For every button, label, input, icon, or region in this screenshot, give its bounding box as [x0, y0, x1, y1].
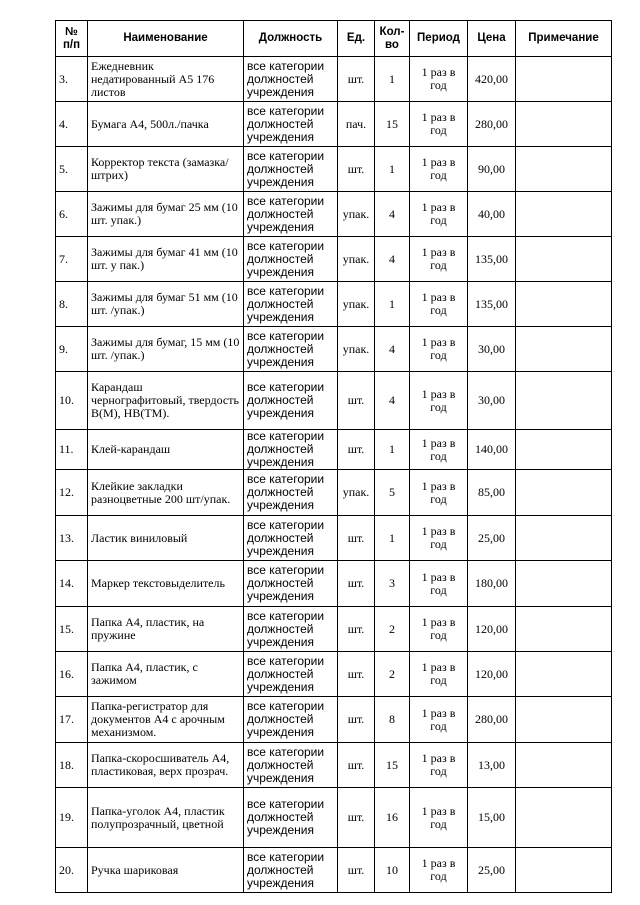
item-note [516, 652, 612, 697]
item-period: 1 раз в год [410, 327, 468, 372]
item-note [516, 516, 612, 561]
table-row [56, 561, 612, 607]
item-unit: шт. [338, 848, 375, 893]
item-position: все категории должностей учреждения [244, 372, 338, 430]
item-unit: шт. [338, 743, 375, 788]
stationery-table [55, 20, 612, 893]
item-position: все категории должностей учреждения [244, 788, 338, 848]
header-name: Наименование [88, 21, 244, 57]
item-name: Ручка шариковая [88, 848, 244, 893]
item-note [516, 327, 612, 372]
item-price: 13,00 [468, 743, 516, 788]
row-number: 6. [56, 192, 88, 237]
item-unit: упак. [338, 327, 375, 372]
item-name: Папка-уголок А4, пластик полупрозрачный, цветной [88, 788, 244, 848]
table-row [56, 192, 612, 237]
table-row [56, 848, 612, 893]
row-number: 14. [56, 561, 88, 607]
item-name: Зажимы для бумаг 25 мм (10 шт. упак.) [88, 192, 244, 237]
item-note [516, 372, 612, 430]
item-position: все категории должностей учреждения [244, 237, 338, 282]
item-unit: шт. [338, 788, 375, 848]
header-quantity: Кол- во [375, 21, 410, 57]
item-unit: шт. [338, 652, 375, 697]
item-note [516, 57, 612, 102]
header-position: Должность [244, 21, 338, 57]
item-price: 30,00 [468, 372, 516, 430]
item-price: 135,00 [468, 282, 516, 327]
item-price: 25,00 [468, 848, 516, 893]
item-period: 1 раз в год [410, 788, 468, 848]
item-price: 15,00 [468, 788, 516, 848]
item-quantity: 4 [375, 192, 410, 237]
item-period: 1 раз в год [410, 607, 468, 652]
item-note [516, 147, 612, 192]
table-row [56, 147, 612, 192]
row-number: 7. [56, 237, 88, 282]
item-unit: шт. [338, 516, 375, 561]
item-period: 1 раз в год [410, 743, 468, 788]
item-position: все категории должностей учреждения [244, 561, 338, 607]
table-row [56, 282, 612, 327]
item-period: 1 раз в год [410, 697, 468, 743]
item-unit: упак. [338, 237, 375, 282]
table-row [56, 788, 612, 848]
row-number: 5. [56, 147, 88, 192]
item-name: Клей-карандаш [88, 430, 244, 470]
header-number: № п/п [56, 21, 88, 57]
item-quantity: 4 [375, 327, 410, 372]
item-price: 40,00 [468, 192, 516, 237]
item-name: Папка А4, пластик, на пружине [88, 607, 244, 652]
header-price: Цена [468, 21, 516, 57]
item-note [516, 743, 612, 788]
row-number: 20. [56, 848, 88, 893]
table-row [56, 327, 612, 372]
item-unit: шт. [338, 561, 375, 607]
item-quantity: 1 [375, 57, 410, 102]
item-period: 1 раз в год [410, 237, 468, 282]
table-row [56, 607, 612, 652]
table-row [56, 516, 612, 561]
item-note [516, 430, 612, 470]
item-quantity: 5 [375, 470, 410, 516]
item-position: все категории должностей учреждения [244, 192, 338, 237]
item-name: Маркер текстовыделитель [88, 561, 244, 607]
item-note [516, 102, 612, 147]
row-number: 12. [56, 470, 88, 516]
item-quantity: 4 [375, 237, 410, 282]
item-name: Зажимы для бумаг 51 мм (10 шт. /упак.) [88, 282, 244, 327]
item-unit: шт. [338, 697, 375, 743]
item-period: 1 раз в год [410, 102, 468, 147]
item-unit: пач. [338, 102, 375, 147]
item-name: Папка А4, пластик, с зажимом [88, 652, 244, 697]
row-number: 16. [56, 652, 88, 697]
item-position: все категории должностей учреждения [244, 470, 338, 516]
item-period: 1 раз в год [410, 652, 468, 697]
item-price: 280,00 [468, 102, 516, 147]
item-unit: упак. [338, 282, 375, 327]
item-note [516, 788, 612, 848]
item-quantity: 15 [375, 102, 410, 147]
item-quantity: 16 [375, 788, 410, 848]
item-name: Папка-регистратор для документов А4 с арочным механизмом. [88, 697, 244, 743]
row-number: 13. [56, 516, 88, 561]
item-name: Бумага А4, 500л./пачка [88, 102, 244, 147]
item-price: 180,00 [468, 561, 516, 607]
item-quantity: 4 [375, 372, 410, 430]
item-position: все категории должностей учреждения [244, 607, 338, 652]
item-quantity: 1 [375, 282, 410, 327]
item-note [516, 697, 612, 743]
table-row [56, 470, 612, 516]
header-unit: Ед. [338, 21, 375, 57]
header-note: Примечание [516, 21, 612, 57]
item-price: 420,00 [468, 57, 516, 102]
item-period: 1 раз в год [410, 516, 468, 561]
row-number: 4. [56, 102, 88, 147]
item-price: 280,00 [468, 697, 516, 743]
item-period: 1 раз в год [410, 282, 468, 327]
item-period: 1 раз в год [410, 430, 468, 470]
item-name: Ластик виниловый [88, 516, 244, 561]
item-position: все категории должностей учреждения [244, 516, 338, 561]
item-quantity: 8 [375, 697, 410, 743]
table-row [56, 430, 612, 470]
item-note [516, 282, 612, 327]
item-position: все категории должностей учреждения [244, 652, 338, 697]
table-body [56, 57, 612, 893]
row-number: 9. [56, 327, 88, 372]
item-quantity: 1 [375, 147, 410, 192]
item-quantity: 2 [375, 607, 410, 652]
row-number: 18. [56, 743, 88, 788]
item-period: 1 раз в год [410, 561, 468, 607]
item-position: все категории должностей учреждения [244, 57, 338, 102]
table-row [56, 743, 612, 788]
item-unit: упак. [338, 470, 375, 516]
item-position: все категории должностей учреждения [244, 848, 338, 893]
item-price: 90,00 [468, 147, 516, 192]
item-unit: шт. [338, 147, 375, 192]
item-position: все категории должностей учреждения [244, 282, 338, 327]
header-period: Период [410, 21, 468, 57]
item-note [516, 470, 612, 516]
item-price: 140,00 [468, 430, 516, 470]
table-row [56, 57, 612, 102]
item-period: 1 раз в год [410, 372, 468, 430]
item-unit: шт. [338, 430, 375, 470]
item-unit: упак. [338, 192, 375, 237]
item-note [516, 848, 612, 893]
item-name: Корректор текста (замазка/штрих) [88, 147, 244, 192]
table-row [56, 237, 612, 282]
row-number: 17. [56, 697, 88, 743]
item-position: все категории должностей учреждения [244, 147, 338, 192]
table-header [56, 21, 612, 57]
row-number: 8. [56, 282, 88, 327]
item-period: 1 раз в год [410, 147, 468, 192]
item-name: Зажимы для бумаг, 15 мм (10 шт. /упак.) [88, 327, 244, 372]
item-unit: шт. [338, 372, 375, 430]
item-price: 85,00 [468, 470, 516, 516]
row-number: 11. [56, 430, 88, 470]
item-position: все категории должностей учреждения [244, 102, 338, 147]
table-row [56, 652, 612, 697]
item-name: Карандаш чернографитовый, твердость B(M), HB(TM). [88, 372, 244, 430]
item-unit: шт. [338, 57, 375, 102]
row-number: 3. [56, 57, 88, 102]
header-row [56, 21, 612, 57]
row-number: 10. [56, 372, 88, 430]
item-name: Ежедневник недатированный А5 176 листов [88, 57, 244, 102]
item-position: все категории должностей учреждения [244, 697, 338, 743]
item-price: 120,00 [468, 652, 516, 697]
table-row [56, 372, 612, 430]
item-unit: шт. [338, 607, 375, 652]
row-number: 15. [56, 607, 88, 652]
item-name: Клейкие закладки разноцветные 200 шт/упак. [88, 470, 244, 516]
item-position: все категории должностей учреждения [244, 430, 338, 470]
item-note [516, 607, 612, 652]
item-period: 1 раз в год [410, 848, 468, 893]
item-note [516, 237, 612, 282]
row-number: 19. [56, 788, 88, 848]
item-quantity: 2 [375, 652, 410, 697]
item-name: Зажимы для бумаг 41 мм (10 шт. у пак.) [88, 237, 244, 282]
item-period: 1 раз в год [410, 192, 468, 237]
item-period: 1 раз в год [410, 470, 468, 516]
table-row [56, 102, 612, 147]
item-price: 25,00 [468, 516, 516, 561]
item-quantity: 10 [375, 848, 410, 893]
item-quantity: 15 [375, 743, 410, 788]
item-note [516, 561, 612, 607]
table-row [56, 697, 612, 743]
item-period: 1 раз в год [410, 57, 468, 102]
item-price: 120,00 [468, 607, 516, 652]
item-price: 30,00 [468, 327, 516, 372]
item-quantity: 1 [375, 430, 410, 470]
item-name: Папка-скоросшиватель А4, пластиковая, верх прозрач. [88, 743, 244, 788]
item-position: все категории должностей учреждения [244, 743, 338, 788]
item-position: все категории должностей учреждения [244, 327, 338, 372]
item-quantity: 1 [375, 516, 410, 561]
item-price: 135,00 [468, 237, 516, 282]
item-note [516, 192, 612, 237]
item-quantity: 3 [375, 561, 410, 607]
